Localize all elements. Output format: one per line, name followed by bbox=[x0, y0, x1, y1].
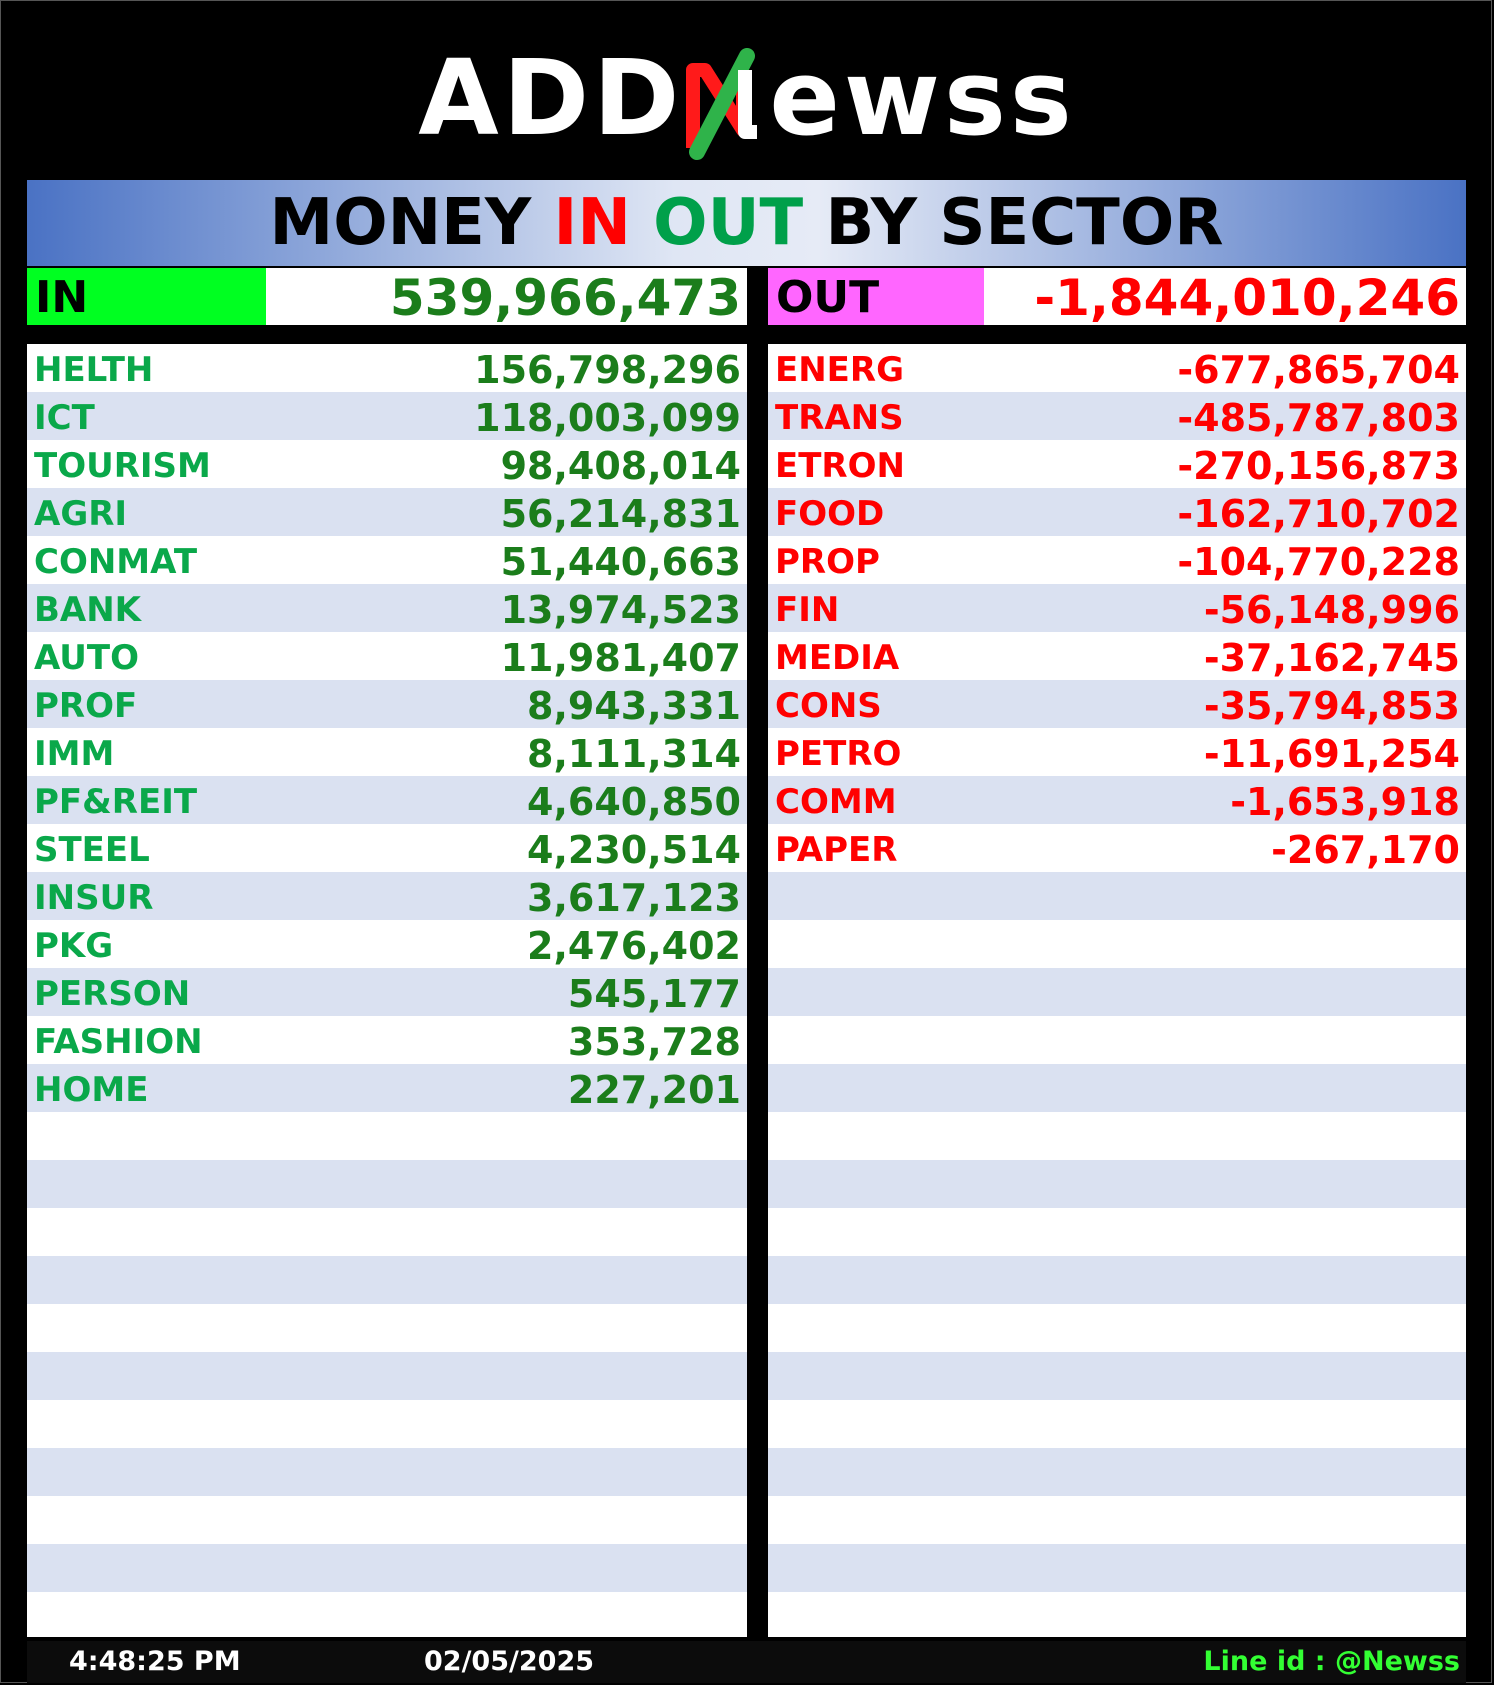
footer-time: 4:48:25 PM bbox=[69, 1646, 241, 1677]
table-row bbox=[27, 920, 747, 968]
sector-name: PF&REIT bbox=[34, 782, 198, 822]
table-row bbox=[768, 680, 1466, 728]
sector-name: HOME bbox=[34, 1070, 149, 1110]
table-row bbox=[768, 1112, 1466, 1160]
sector-value: 98,408,014 bbox=[500, 444, 741, 488]
logo-n-mark bbox=[683, 38, 769, 164]
table-row bbox=[768, 920, 1466, 968]
table-row bbox=[27, 1064, 747, 1112]
sector-value: 11,981,407 bbox=[500, 636, 741, 680]
sector-name: INSUR bbox=[34, 878, 154, 918]
table-row bbox=[27, 1544, 747, 1592]
table-row bbox=[27, 1304, 747, 1352]
table-row bbox=[768, 1448, 1466, 1496]
sector-name: AGRI bbox=[34, 494, 128, 534]
table-row bbox=[27, 1112, 747, 1160]
table-row bbox=[27, 1352, 747, 1400]
table-row bbox=[27, 1160, 747, 1208]
footer-line-id: Line id : @Newss bbox=[1203, 1646, 1460, 1677]
sector-value: 51,440,663 bbox=[500, 540, 741, 584]
sector-value: 156,798,296 bbox=[474, 348, 741, 392]
sector-value: 13,974,523 bbox=[500, 588, 741, 632]
in-total-label: IN bbox=[27, 268, 266, 325]
table-row bbox=[768, 1016, 1466, 1064]
table-row bbox=[27, 1592, 747, 1640]
table-row bbox=[27, 584, 747, 632]
table-row bbox=[27, 728, 747, 776]
in-total-bar bbox=[27, 268, 747, 325]
out-total-label: OUT bbox=[768, 268, 984, 325]
table-row bbox=[768, 776, 1466, 824]
sector-value: -56,148,996 bbox=[1203, 588, 1460, 632]
out-total-value: -1,844,010,246 bbox=[1034, 269, 1460, 327]
money-in-table bbox=[27, 344, 747, 1637]
table-row bbox=[27, 776, 747, 824]
brand-logo bbox=[0, 38, 1494, 164]
sector-name: BANK bbox=[34, 590, 142, 630]
table-row bbox=[27, 488, 747, 536]
sector-name: FIN bbox=[775, 590, 840, 630]
sector-value: 4,640,850 bbox=[527, 780, 741, 824]
table-row bbox=[768, 1064, 1466, 1112]
logo-n-icon bbox=[683, 48, 769, 164]
table-row bbox=[768, 1544, 1466, 1592]
table-row bbox=[768, 536, 1466, 584]
table-row bbox=[768, 872, 1466, 920]
sector-name: FASHION bbox=[34, 1022, 203, 1062]
table-row bbox=[768, 1496, 1466, 1544]
sector-value: -104,770,228 bbox=[1177, 540, 1460, 584]
table-row bbox=[768, 440, 1466, 488]
table-row bbox=[27, 1208, 747, 1256]
logo-text-left: ADD bbox=[418, 37, 684, 159]
table-row bbox=[768, 632, 1466, 680]
sector-name: HELTH bbox=[34, 350, 154, 390]
sector-value: 4,230,514 bbox=[527, 828, 741, 872]
sector-name: CONMAT bbox=[34, 542, 198, 582]
logo-text-right: ewss bbox=[769, 37, 1076, 159]
sector-value: -677,865,704 bbox=[1177, 348, 1460, 392]
sector-value: 118,003,099 bbox=[474, 396, 741, 440]
table-row bbox=[768, 1400, 1466, 1448]
out-total-bar bbox=[768, 268, 1466, 325]
sector-name: PERSON bbox=[34, 974, 191, 1014]
sector-value: -1,653,918 bbox=[1230, 780, 1460, 824]
sector-value: -162,710,702 bbox=[1177, 492, 1460, 536]
table-row bbox=[27, 344, 747, 392]
table-row bbox=[27, 1496, 747, 1544]
sector-name: ENERG bbox=[775, 350, 904, 390]
sector-name: STEEL bbox=[34, 830, 150, 870]
sector-name: CONS bbox=[775, 686, 882, 726]
table-row bbox=[768, 1352, 1466, 1400]
sector-value: 227,201 bbox=[567, 1068, 741, 1112]
page-title bbox=[27, 180, 1466, 266]
sector-value: -267,170 bbox=[1271, 828, 1460, 872]
table-row bbox=[27, 872, 747, 920]
title-by-sector: BY SECTOR bbox=[825, 186, 1224, 260]
sector-name: PROF bbox=[34, 686, 138, 726]
sector-value: -35,794,853 bbox=[1203, 684, 1460, 728]
table-row bbox=[27, 680, 747, 728]
table-row bbox=[27, 536, 747, 584]
table-row bbox=[768, 824, 1466, 872]
sector-value: 8,111,314 bbox=[527, 732, 741, 776]
sector-value: -485,787,803 bbox=[1177, 396, 1460, 440]
sector-name: PROP bbox=[775, 542, 880, 582]
sector-name: TRANS bbox=[775, 398, 904, 438]
table-row bbox=[768, 1592, 1466, 1640]
table-row bbox=[768, 1160, 1466, 1208]
in-total-value: 539,966,473 bbox=[389, 269, 741, 327]
sector-value: 56,214,831 bbox=[500, 492, 741, 536]
table-row bbox=[27, 1400, 747, 1448]
table-row bbox=[27, 968, 747, 1016]
sector-name: PETRO bbox=[775, 734, 902, 774]
money-out-table bbox=[768, 344, 1466, 1637]
table-row bbox=[27, 1448, 747, 1496]
sector-name: IMM bbox=[34, 734, 115, 774]
sector-name: MEDIA bbox=[775, 638, 900, 678]
title-in: IN bbox=[553, 186, 631, 260]
table-row bbox=[768, 488, 1466, 536]
sector-value: 353,728 bbox=[567, 1020, 741, 1064]
sector-value: -37,162,745 bbox=[1203, 636, 1460, 680]
sector-name: AUTO bbox=[34, 638, 139, 678]
footer-date: 02/05/2025 bbox=[424, 1646, 595, 1677]
sector-name: PAPER bbox=[775, 830, 898, 870]
table-row bbox=[27, 824, 747, 872]
table-row bbox=[768, 1256, 1466, 1304]
sector-value: 2,476,402 bbox=[527, 924, 741, 968]
sector-name: PKG bbox=[34, 926, 114, 966]
sector-value: 545,177 bbox=[567, 972, 741, 1016]
table-row bbox=[768, 392, 1466, 440]
footer-bar bbox=[27, 1641, 1466, 1683]
table-row bbox=[768, 728, 1466, 776]
sector-value: -11,691,254 bbox=[1203, 732, 1460, 776]
table-row bbox=[27, 1016, 747, 1064]
sector-name: FOOD bbox=[775, 494, 885, 534]
sector-name: TOURISM bbox=[34, 446, 211, 486]
table-row bbox=[27, 440, 747, 488]
title-money: MONEY bbox=[269, 186, 532, 260]
table-row bbox=[768, 1208, 1466, 1256]
sector-name: ETRON bbox=[775, 446, 905, 486]
sector-name: COMM bbox=[775, 782, 897, 822]
table-row bbox=[768, 344, 1466, 392]
sector-value: -270,156,873 bbox=[1177, 444, 1460, 488]
table-row bbox=[768, 584, 1466, 632]
table-row bbox=[27, 1256, 747, 1304]
table-row bbox=[768, 968, 1466, 1016]
title-out: OUT bbox=[653, 186, 804, 260]
sector-value: 3,617,123 bbox=[527, 876, 741, 920]
sector-name: ICT bbox=[34, 398, 95, 438]
table-row bbox=[27, 392, 747, 440]
table-row bbox=[27, 632, 747, 680]
sector-value: 8,943,331 bbox=[527, 684, 741, 728]
table-row bbox=[768, 1304, 1466, 1352]
